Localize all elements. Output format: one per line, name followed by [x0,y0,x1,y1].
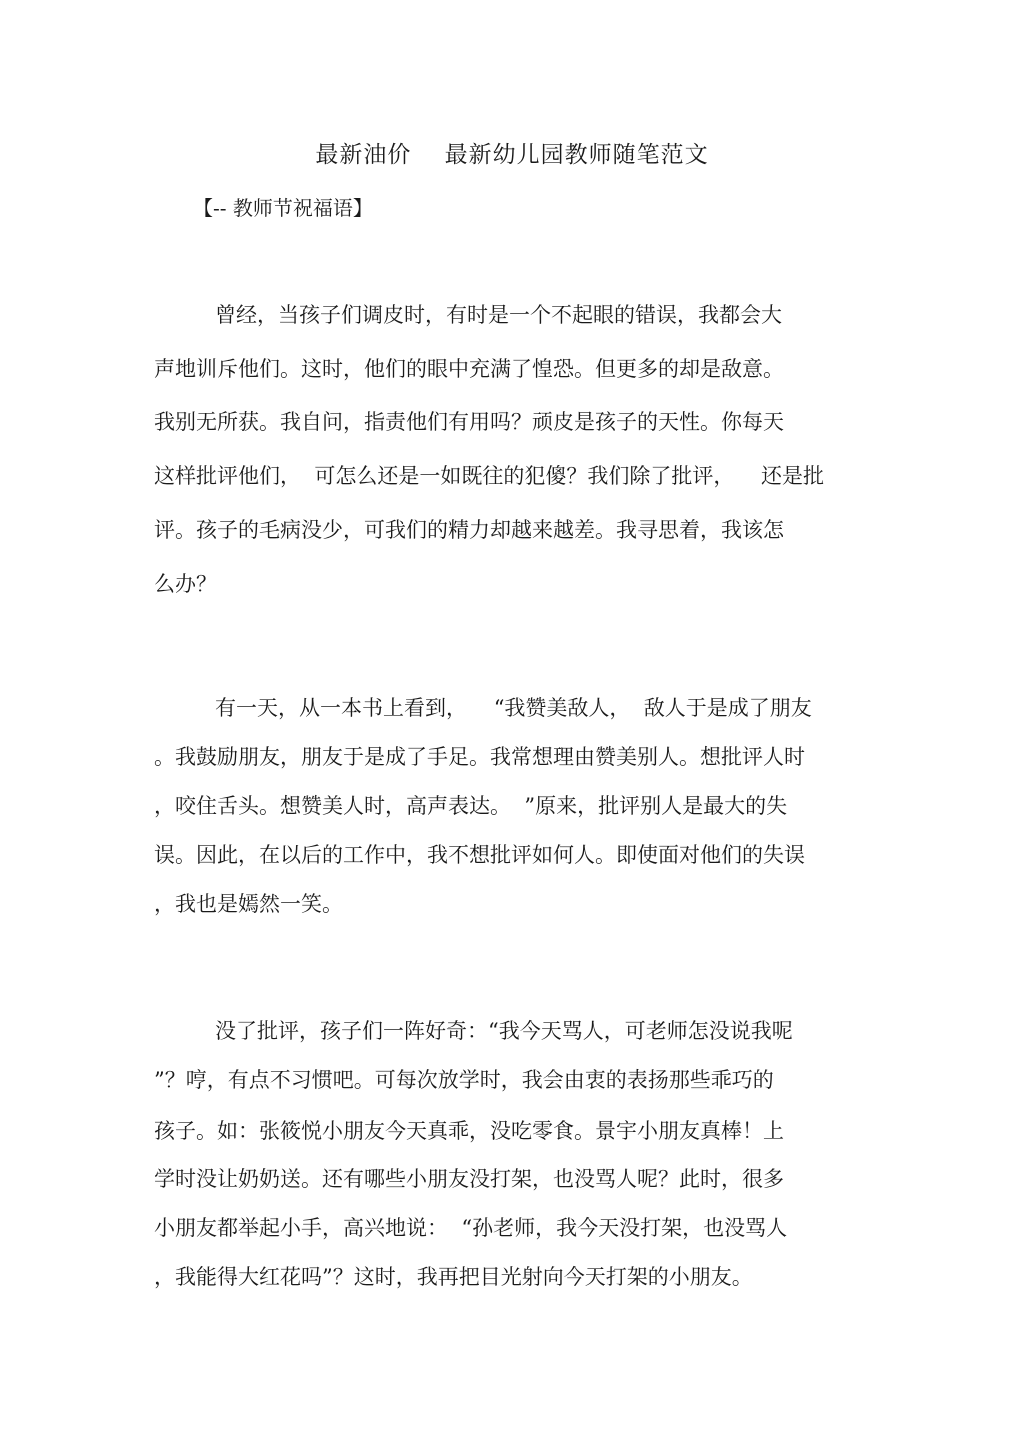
paragraph-line: 有一天，从一本书上看到， “我赞美敌人， 敌人于是成了朋友 [215,696,812,720]
paragraph-line: 孩子。如：张筱悦小朋友今天真乖，没吃零食。景宇小朋友真棒！上 [154,1119,784,1143]
document-title: 最新油价 最新幼儿园教师随笔范文 [315,142,709,168]
paragraph-line: 曾经，当孩子们调皮时，有时是一个不起眼的错误，我都会大 [215,303,782,327]
paragraph-line: 没了批评，孩子们一阵好奇：“我今天骂人，可老师怎没说我呢 [215,1019,793,1043]
paragraph-line: 。我鼓励朋友，朋友于是成了手足。我常想理由赞美别人。想批评人时 [154,745,805,769]
paragraph-line: 小朋友都举起小手，高兴地说： “孙老师，我今天没打架，也没骂人 [154,1216,788,1240]
paragraph-line: 我别无所获。我自问，指责他们有用吗？顽皮是孩子的天性。你每天 [154,410,784,434]
paragraph-line: 么办？ [154,572,217,596]
paragraph-line: ，我能得大红花吗”？这时，我再把目光射向今天打架的小朋友。 [154,1265,753,1289]
paragraph-line: 声地训斥他们。这时，他们的眼中充满了惶恐。但更多的却是敌意。 [154,357,784,381]
paragraph-line: 学时没让奶奶送。还有哪些小朋友没打架，也没骂人呢？此时，很多 [154,1167,784,1191]
paragraph-line: 评。孩子的毛病没少，可我们的精力却越来越差。我寻思着，我该怎 [154,518,784,542]
document-subtitle: 【-- 教师节祝福语】 [193,196,373,220]
paragraph-line: ”？哼，有点不习惯吧。可每次放学时，我会由衷的表扬那些乖巧的 [154,1068,774,1092]
paragraph-line: 这样批评他们， 可怎么还是一如既往的犯傻？我们除了批评， 还是批 [154,464,825,488]
paragraph-line: ，我也是嫣然一笑。 [154,892,343,916]
paragraph-line: ，咬住舌头。想赞美人时，高声表达。 ”原来，批评别人是最大的失 [154,794,788,818]
paragraph-line: 误。因此，在以后的工作中，我不想批评如何人。即使面对他们的失误 [154,843,805,867]
